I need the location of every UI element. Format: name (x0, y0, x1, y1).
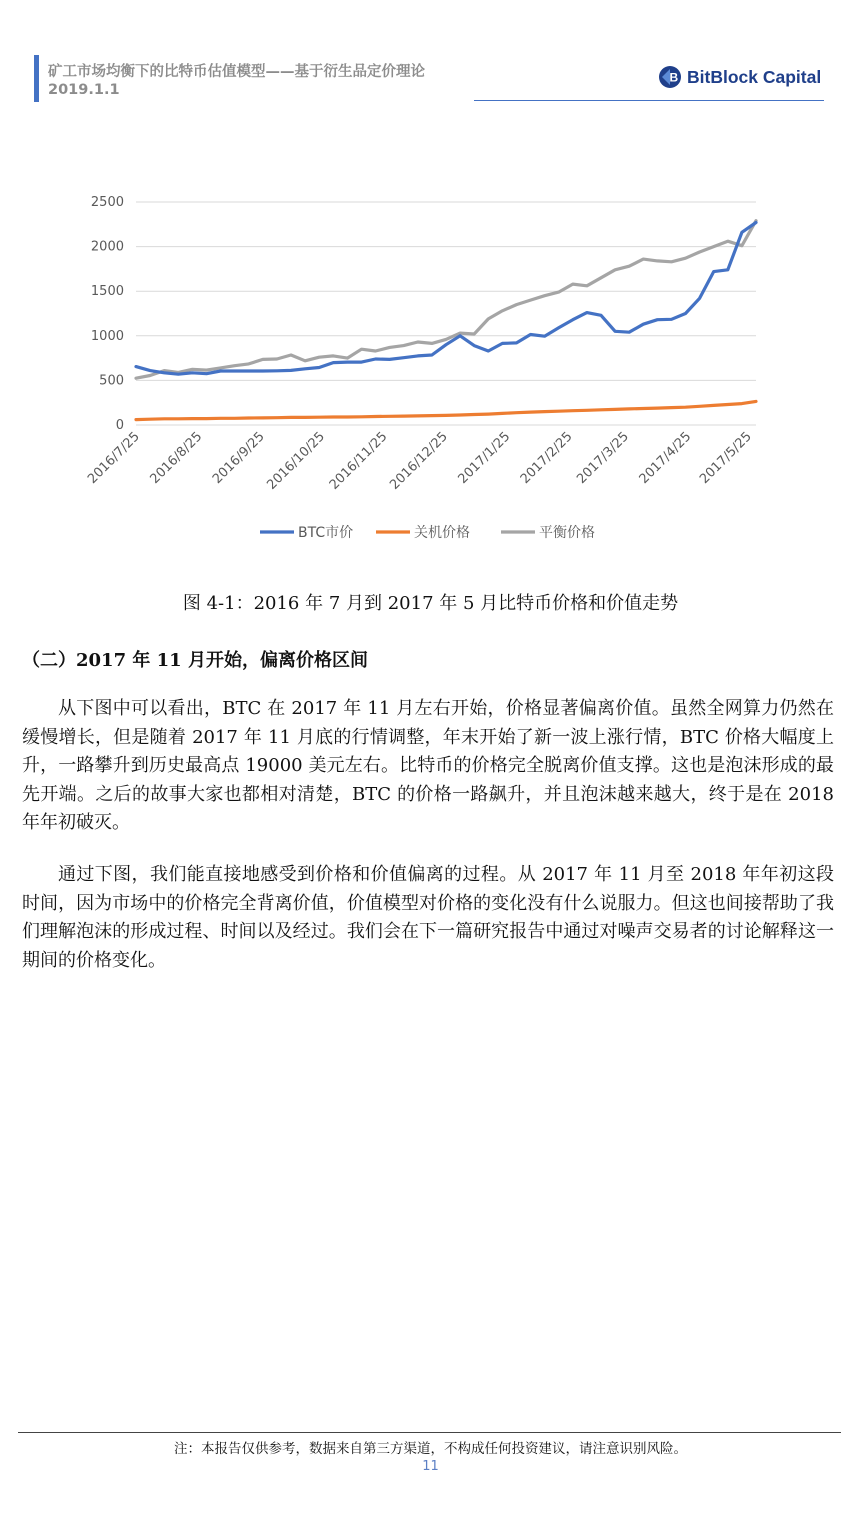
header-accent-bar (34, 55, 39, 102)
y-tick-label: 1500 (90, 284, 124, 300)
y-tick-label: 500 (99, 373, 124, 389)
series-line (136, 401, 756, 419)
figure-caption: 图 4-1：2016 年 7 月到 2017 年 5 月比特币价格和价值走势 (182, 593, 679, 614)
series-line (136, 221, 756, 379)
y-tick-label: 1000 (90, 328, 124, 344)
footer-rule (18, 1432, 841, 1433)
x-tick-label: 2016/7/25 (85, 429, 143, 487)
price-value-chart (60, 180, 800, 580)
body-paragraph-2: 通过下图，我们能直接地感受到价格和价值偏离的过程。从 2017 年 11 月至 2018 年年初这段时间，因为市场中的价格完全背离价值，价值模型对价格的变化没有什么说服力。但这也间接帮助了我们理解泡沫的形成过程、时间以及经过。我们会在下一篇研究报告中通过对噪声交易者的讨论解释这一期间的价格变化。 (22, 864, 834, 971)
y-tick-label: 2000 (90, 239, 124, 255)
x-tick-label: 2017/3/25 (574, 429, 632, 487)
x-tick-label: 2016/8/25 (147, 429, 206, 487)
y-tick-label: 0 (115, 418, 124, 433)
legend-label: 平衡价格 (539, 525, 595, 541)
y-tick-label: 2500 (90, 195, 124, 210)
x-tick-label: 2016/12/25 (387, 429, 451, 493)
logo-text: BitBlock Capital (687, 66, 822, 87)
svg-text:B: B (669, 70, 679, 85)
report-title: 矿工市场均衡下的比特币估值模型——基于衍生品定价理论 (48, 64, 425, 80)
company-logo (658, 65, 821, 89)
legend-label: BTC市价 (298, 525, 354, 541)
x-tick-label: 2017/5/25 (697, 429, 755, 487)
section-heading: （二）2017 年 11 月开始，偏离价格区间 (22, 650, 368, 671)
legend-label: 关机价格 (414, 525, 470, 541)
x-tick-label: 2017/2/25 (517, 429, 576, 487)
x-tick-label: 2016/9/25 (209, 429, 268, 487)
x-tick-label: 2016/11/25 (326, 429, 391, 493)
header-rule (474, 100, 824, 101)
footer-disclaimer: 注：本报告仅供参考，数据来自第三方渠道，不构成任何投资建议，请注意识别风险。 (174, 1441, 687, 1457)
bitblock-logo-icon (658, 65, 682, 89)
x-tick-label: 2016/10/25 (264, 429, 328, 493)
series-line (136, 223, 756, 375)
body-paragraph-1: 从下图中可以看出，BTC 在 2017 年 11 月左右开始，价格显著偏离价值。虽然全网算力仍然在缓慢增长，但是随着 2017 年 11 月底的行情调整，年末开始了新一波上涨行情，BTC 价格大幅度上升，一路攀升到历史最高点 19000 美元左右。比特币的价格完全脱离价值支撑。这也是泡沫形成的最先开端。之后的故事大家也都相对清楚，BTC 的价格一路飙升，并且泡沫越来越大，终于是在 2018 年年初破灭。 (22, 698, 834, 833)
x-tick-label: 2017/4/25 (636, 429, 695, 487)
x-tick-label: 2017/1/25 (455, 429, 514, 487)
page-number: 11 (422, 1459, 439, 1474)
report-date: 2019.1.1 (48, 82, 120, 98)
